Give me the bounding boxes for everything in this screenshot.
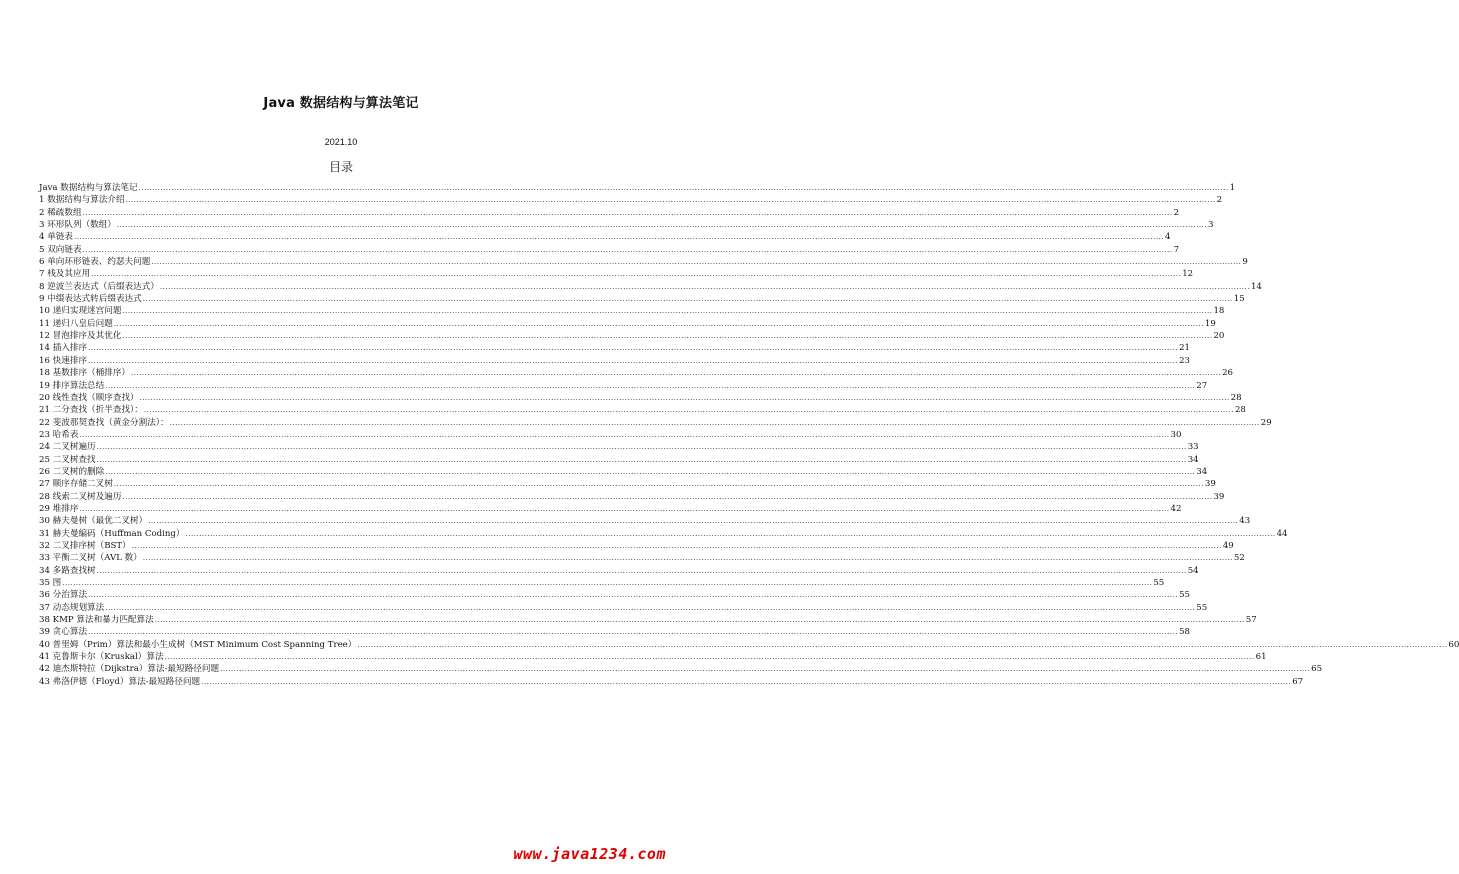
toc-entry-page: 21 — [1179, 343, 1191, 354]
toc-entry[interactable] — [39, 342, 1191, 354]
toc-entry-page: 23 — [1179, 355, 1191, 366]
toc-dot-leader: ................................................................................................................................................................................................................................................................................................................................................................................................................ — [169, 418, 1260, 427]
toc-dot-leader: ................................................................................................................................................................................................................................................................................................................................................................................................................ — [139, 393, 1230, 402]
toc-entry-page: 67 — [1292, 676, 1304, 687]
toc-dot-leader: ................................................................................................................................................................................................................................................................................................................................................................................................................ — [73, 233, 1165, 242]
toc-entry-page: 39 — [1213, 491, 1225, 502]
toc-dot-leader: ................................................................................................................................................................................................................................................................................................................................................................................................................ — [96, 443, 1187, 452]
toc-dot-leader: ................................................................................................................................................................................................................................................................................................................................................................................................................ — [357, 640, 1448, 649]
toc-dot-leader: ................................................................................................................................................................................................................................................................................................................................................................................................................ — [122, 492, 1213, 501]
toc-entry-label: 6 单向环形链表、约瑟夫问题 — [39, 257, 151, 268]
toc-entry[interactable] — [39, 454, 1199, 466]
toc-entry-page: 33 — [1187, 442, 1199, 453]
toc-entry-label: 12 冒泡排序及其优化 — [39, 331, 122, 342]
toc-entry-label: 21 二分查找（折半查找）： — [39, 405, 143, 416]
toc-entry[interactable] — [39, 194, 1223, 206]
toc-entry-label: 41 克鲁斯卡尔（Kruskal）算法 — [39, 652, 164, 663]
toc-entry-page: 19 — [1204, 318, 1216, 329]
toc-entry[interactable] — [39, 429, 1182, 441]
toc-dot-leader: ................................................................................................................................................................................................................................................................................................................................................................................................................ — [131, 541, 1222, 550]
toc-entry-page: 34 — [1187, 454, 1199, 465]
toc-dot-leader: ................................................................................................................................................................................................................................................................................................................................................................................................................ — [79, 430, 1170, 439]
toc-entry[interactable] — [39, 404, 1246, 416]
toc-dot-leader: ................................................................................................................................................................................................................................................................................................................................................................................................................ — [185, 529, 1276, 538]
toc-entry[interactable] — [39, 565, 1199, 577]
toc-entry-label: 14 插入排序 — [39, 343, 88, 354]
toc-entry-page: 9 — [1242, 257, 1248, 268]
toc-entry[interactable] — [39, 231, 1171, 243]
toc-entry[interactable] — [39, 268, 1194, 280]
toc-dot-leader: ................................................................................................................................................................................................................................................................................................................................................................................................................ — [88, 628, 1179, 637]
toc-entry-page: 14 — [1250, 281, 1262, 292]
toc-entry-page: 57 — [1245, 615, 1257, 626]
toc-entry-label: 35 图 — [39, 578, 62, 588]
toc-entry-page: 43 — [1239, 516, 1251, 527]
toc-entry[interactable] — [39, 466, 1208, 478]
toc-entry-page: 27 — [1196, 380, 1208, 391]
toc-entry[interactable] — [39, 626, 1191, 638]
toc-entry-label: 22 斐波那契查找（黄金分割法）： — [39, 417, 169, 428]
toc-dot-leader: ................................................................................................................................................................................................................................................................................................................................................................................................................ — [96, 455, 1187, 464]
toc-dot-leader: ................................................................................................................................................................................................................................................................................................................................................................................................................ — [82, 245, 1173, 254]
toc-dot-leader: ................................................................................................................................................................................................................................................................................................................................................................................................................ — [105, 467, 1196, 476]
toc-entry-page: 49 — [1222, 540, 1234, 551]
toc-entry-page: 18 — [1213, 306, 1225, 317]
toc-dot-leader: ................................................................................................................................................................................................................................................................................................................................................................................................................ — [82, 208, 1173, 217]
toc-dot-leader: ................................................................................................................................................................................................................................................................................................................................................................................................................ — [113, 480, 1204, 489]
toc-entry-page: 30 — [1170, 429, 1182, 440]
toc-entry-label: 40 普里姆（Prim）算法和最小生成树（MST Minimum Cost Spanning Tree） — [39, 639, 357, 650]
toc-entry[interactable] — [39, 367, 1233, 379]
table-of-contents — [39, 182, 1459, 688]
toc-entry-label: 34 多路查找树 — [39, 565, 96, 576]
toc-entry-page: 28 — [1230, 392, 1242, 403]
toc-entry-label: 4 单链表 — [39, 232, 73, 243]
toc-entry-label: 31 赫夫曼编码（Huffman Coding） — [39, 528, 185, 539]
toc-entry[interactable] — [39, 293, 1245, 305]
toc-entry[interactable] — [39, 380, 1208, 392]
toc-entry-page: 52 — [1233, 553, 1245, 564]
toc-entry-page: 55 — [1196, 602, 1208, 613]
toc-entry-label: 27 顺序存储二叉树 — [39, 479, 113, 490]
toc-entry[interactable] — [39, 281, 1262, 293]
toc-dot-leader: ................................................................................................................................................................................................................................................................................................................................................................................................................ — [131, 369, 1222, 378]
toc-entry-page: 15 — [1233, 294, 1245, 305]
toc-dot-leader: ................................................................................................................................................................................................................................................................................................................................................................................................................ — [88, 591, 1179, 600]
toc-entry-page: 55 — [1153, 578, 1165, 588]
toc-entry-label: 23 哈希表 — [39, 429, 79, 440]
toc-entry-label: 1 数据结构与算法介绍 — [39, 195, 125, 206]
toc-dot-leader: ................................................................................................................................................................................................................................................................................................................................................................................................................ — [122, 332, 1213, 341]
toc-entry-page: 28 — [1234, 405, 1246, 416]
toc-entry-label: 3 环形队列（数组） — [39, 220, 116, 231]
toc-entry-page: 12 — [1182, 269, 1194, 280]
toc-dot-leader: ................................................................................................................................................................................................................................................................................................................................................................................................................ — [88, 356, 1179, 365]
toc-entry-page: 2 — [1173, 207, 1180, 218]
toc-entry[interactable] — [39, 305, 1225, 317]
watermark: www.java1234.com — [513, 845, 666, 863]
toc-entry[interactable] — [39, 330, 1225, 342]
toc-entry[interactable] — [39, 602, 1208, 614]
toc-entry-page: 54 — [1187, 565, 1199, 576]
toc-entry-label: 39 贪心算法 — [39, 627, 88, 638]
toc-entry-label: 9 中缀表达式转后缀表达式 — [39, 294, 142, 305]
toc-entry[interactable] — [39, 417, 1272, 429]
toc-entry-page: 4 — [1165, 232, 1171, 243]
toc-entry-label: Java 数据结构与算法笔记 — [39, 183, 138, 193]
toc-entry-label: 30 赫夫曼树（最优二叉树） — [39, 516, 148, 527]
toc-dot-leader: ................................................................................................................................................................................................................................................................................................................................................................................................................ — [138, 184, 1229, 192]
toc-dot-leader: ................................................................................................................................................................................................................................................................................................................................................................................................................ — [159, 282, 1250, 291]
toc-entry-page: 65 — [1311, 664, 1323, 675]
toc-entry-page: 55 — [1179, 590, 1191, 601]
toc-entry[interactable] — [39, 244, 1180, 256]
toc-entry[interactable] — [39, 207, 1180, 219]
toc-entry-label: 25 二叉树查找 — [39, 454, 96, 465]
toc-dot-leader: ................................................................................................................................................................................................................................................................................................................................................................................................................ — [91, 270, 1182, 279]
toc-dot-leader: ................................................................................................................................................................................................................................................................................................................................................................................................................ — [125, 196, 1216, 205]
toc-entry-label: 24 二叉树遍历 — [39, 442, 96, 453]
toc-entry[interactable] — [39, 256, 1248, 268]
toc-entry-label: 8 逆波兰表达式（后缀表达式） — [39, 281, 159, 292]
document-title: Java 数据结构与算法笔记 — [263, 96, 419, 111]
toc-heading: 目录 — [328, 160, 353, 174]
toc-entry-label: 11 递归八皇后问题 — [39, 318, 113, 329]
toc-entry-page: 3 — [1208, 220, 1214, 231]
toc-entry[interactable] — [39, 528, 1288, 540]
toc-entry[interactable] — [39, 515, 1251, 527]
toc-entry[interactable] — [39, 614, 1257, 626]
toc-entry-page: 20 — [1213, 331, 1225, 342]
toc-entry[interactable] — [39, 577, 1165, 589]
toc-entry-label: 18 基数排序（桶排序） — [39, 368, 131, 379]
toc-entry[interactable] — [39, 552, 1245, 564]
toc-dot-leader: ................................................................................................................................................................................................................................................................................................................................................................................................................ — [148, 517, 1239, 526]
toc-dot-leader: ................................................................................................................................................................................................................................................................................................................................................................................................................ — [143, 406, 1234, 415]
toc-entry-page: 39 — [1204, 479, 1216, 490]
toc-dot-leader: ................................................................................................................................................................................................................................................................................................................................................................................................................ — [116, 221, 1207, 230]
toc-dot-leader: ................................................................................................................................................................................................................................................................................................................................................................................................................ — [164, 653, 1255, 662]
toc-dot-leader: ................................................................................................................................................................................................................................................................................................................................................................................................................ — [62, 579, 1153, 587]
toc-entry-label: 33 平衡二叉树（AVL 数） — [39, 553, 142, 564]
toc-entry-label: 5 双向链表 — [39, 244, 82, 255]
toc-entry-label: 7 栈及其应用 — [39, 269, 91, 280]
toc-entry-page: 26 — [1222, 368, 1233, 379]
toc-dot-leader: ................................................................................................................................................................................................................................................................................................................................................................................................................ — [88, 344, 1179, 353]
toc-entry[interactable] — [39, 441, 1199, 453]
toc-entry-page: 60 — [1448, 639, 1459, 650]
toc-entry-page: 7 — [1173, 244, 1180, 255]
toc-entry-page: 29 — [1260, 417, 1272, 428]
toc-dot-leader: ................................................................................................................................................................................................................................................................................................................................................................................................................ — [142, 554, 1233, 563]
toc-entry[interactable] — [39, 589, 1191, 601]
toc-entry-page: 2 — [1216, 195, 1223, 206]
toc-entry-label: 26 二叉树的删除 — [39, 466, 105, 477]
toc-entry[interactable] — [39, 540, 1234, 552]
toc-dot-leader: ................................................................................................................................................................................................................................................................................................................................................................................................................ — [154, 616, 1245, 625]
toc-entry-label: 2 稀疏数组 — [39, 207, 82, 218]
toc-entry[interactable] — [39, 676, 1304, 688]
toc-entry-page: 61 — [1255, 652, 1267, 663]
toc-dot-leader: ................................................................................................................................................................................................................................................................................................................................................................................................................ — [96, 566, 1187, 575]
toc-entry-label: 16 快速排序 — [39, 355, 88, 366]
toc-dot-leader: ................................................................................................................................................................................................................................................................................................................................................................................................................ — [220, 665, 1311, 674]
toc-entry-page: 44 — [1276, 528, 1288, 539]
toc-entry[interactable] — [39, 392, 1242, 404]
toc-entry-page: 1 — [1229, 183, 1236, 193]
toc-dot-leader: ................................................................................................................................................................................................................................................................................................................................................................................................................ — [113, 319, 1204, 328]
toc-entry-label: 38 KMP 算法和暴力匹配算法 — [39, 615, 154, 626]
toc-entry-label: 43 弗洛伊德（Floyd）算法-最短路径问题 — [39, 676, 201, 687]
toc-entry[interactable] — [39, 318, 1216, 330]
toc-entry-label: 37 动态规划算法 — [39, 602, 105, 613]
toc-entry-label: 42 迪杰斯特拉（Dijkstra）算法-最短路径问题 — [39, 664, 220, 675]
toc-dot-leader: ................................................................................................................................................................................................................................................................................................................................................................................................................ — [201, 677, 1292, 686]
toc-dot-leader: ................................................................................................................................................................................................................................................................................................................................................................................................................ — [105, 381, 1196, 390]
toc-entry-label: 32 二叉排序树（BST） — [39, 540, 131, 551]
toc-entry[interactable] — [39, 478, 1216, 490]
toc-entry-label: 28 线索二叉树及遍历 — [39, 491, 122, 502]
toc-entry[interactable] — [39, 663, 1323, 675]
toc-entry-label: 10 递归实现迷宫问题 — [39, 306, 122, 317]
toc-entry-page: 34 — [1196, 466, 1208, 477]
toc-entry-page: 58 — [1179, 627, 1191, 638]
toc-entry[interactable] — [39, 355, 1191, 367]
toc-entry-label: 19 排序算法总结 — [39, 380, 105, 391]
toc-entry-label: 20 线性查找（顺序查找） — [39, 392, 139, 403]
toc-dot-leader: ................................................................................................................................................................................................................................................................................................................................................................................................................ — [105, 603, 1196, 612]
toc-entry[interactable] — [39, 651, 1267, 663]
document-date: 2021.10 — [324, 137, 358, 147]
toc-dot-leader: ................................................................................................................................................................................................................................................................................................................................................................................................................ — [151, 258, 1242, 267]
toc-dot-leader: ................................................................................................................................................................................................................................................................................................................................................................................................................ — [122, 307, 1213, 316]
toc-entry-page: 42 — [1170, 503, 1182, 514]
toc-entry[interactable] — [39, 639, 1459, 651]
toc-dot-leader: ................................................................................................................................................................................................................................................................................................................................................................................................................ — [142, 295, 1233, 304]
toc-entry[interactable] — [39, 182, 1236, 194]
toc-entry-label: 29 堆排序 — [39, 503, 79, 514]
toc-entry[interactable] — [39, 219, 1214, 231]
toc-dot-leader: ................................................................................................................................................................................................................................................................................................................................................................................................................ — [79, 504, 1170, 513]
toc-entry[interactable] — [39, 491, 1225, 503]
toc-entry[interactable] — [39, 503, 1182, 515]
toc-entry-label: 36 分治算法 — [39, 590, 88, 601]
